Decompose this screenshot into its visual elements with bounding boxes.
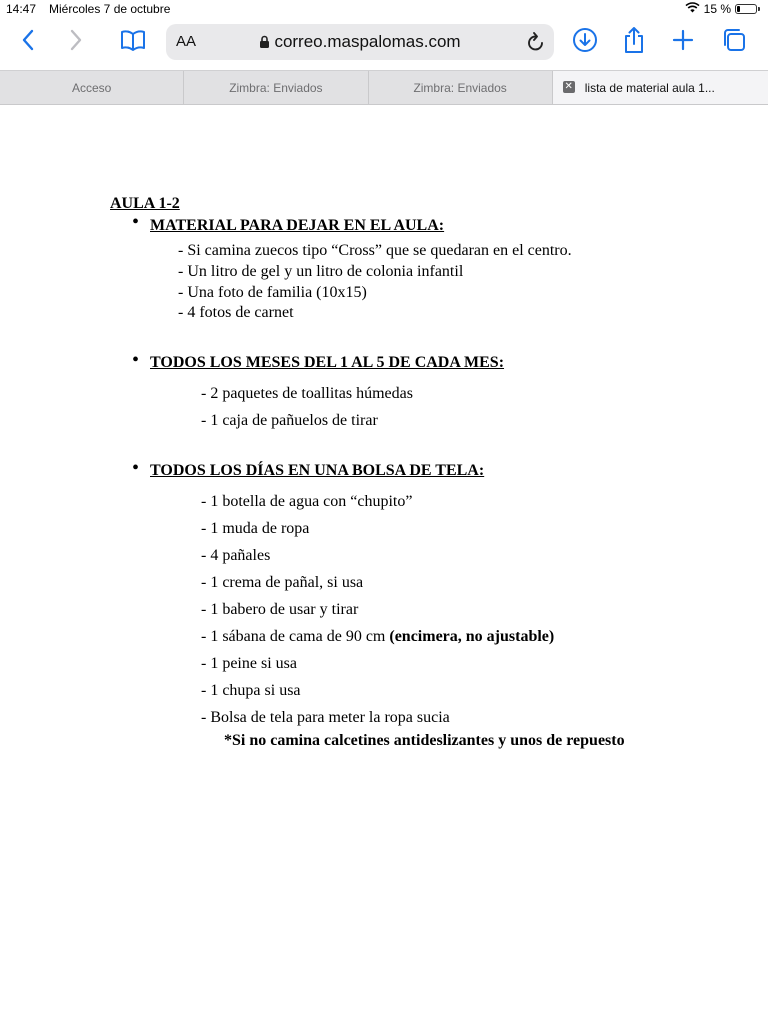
downloads-button[interactable] bbox=[569, 26, 601, 58]
document-heading: AULA 1-2 bbox=[110, 195, 180, 212]
tab-label: lista de material aula 1... bbox=[584, 80, 715, 95]
new-tab-button[interactable] bbox=[667, 26, 699, 58]
list-item: - 1 crema de pañal, si usa bbox=[201, 574, 364, 591]
share-icon bbox=[623, 26, 645, 59]
tabs-icon bbox=[721, 27, 747, 58]
battery-icon bbox=[735, 4, 757, 14]
plus-icon bbox=[672, 29, 694, 56]
tab-zimbra-enviados-1[interactable] bbox=[184, 71, 368, 104]
lock-icon bbox=[259, 34, 270, 54]
list-item: - 1 peine si usa bbox=[201, 655, 297, 672]
list-item: - 1 caja de pañuelos de tirar bbox=[201, 412, 378, 429]
list-item: - Una foto de familia (10x15) bbox=[178, 284, 367, 301]
list-item: - 4 fotos de carnet bbox=[178, 304, 294, 321]
status-date: Miércoles 7 de octubre bbox=[49, 2, 171, 16]
forward-button[interactable] bbox=[60, 26, 92, 58]
list-item: - 1 muda de ropa bbox=[201, 520, 310, 537]
section-title-material: MATERIAL PARA DEJAR EN EL AULA: bbox=[150, 217, 445, 234]
list-item bbox=[201, 628, 554, 646]
tab-zimbra-enviados-2[interactable] bbox=[369, 71, 553, 104]
list-item: - 1 babero de usar y tirar bbox=[201, 601, 359, 618]
section-title-meses: TODOS LOS MESES DEL 1 AL 5 DE CADA MES: bbox=[150, 354, 505, 371]
list-item: - Un litro de gel y un litro de colonia infantil bbox=[178, 263, 464, 280]
status-bar bbox=[0, 0, 768, 20]
tab-lista-material[interactable] bbox=[553, 71, 768, 104]
chevron-left-icon bbox=[21, 29, 35, 56]
tabs-overview-button[interactable] bbox=[718, 26, 750, 58]
section-title-dias: TODOS LOS DÍAS EN UNA BOLSA DE TELA: bbox=[150, 462, 485, 479]
share-button[interactable] bbox=[618, 26, 650, 58]
status-indicators bbox=[685, 2, 760, 16]
document-page bbox=[0, 104, 768, 1024]
bookmarks-button[interactable] bbox=[117, 26, 149, 58]
list-item-text: - 1 sábana de cama de 90 cm bbox=[201, 628, 390, 645]
text-size-button[interactable]: AA bbox=[176, 33, 197, 50]
bullet-icon: • bbox=[132, 349, 140, 371]
list-item: - Bolsa de tela para meter la ropa sucia bbox=[201, 709, 450, 726]
list-item: - 1 botella de agua con “chupito” bbox=[201, 493, 413, 510]
list-item: - 4 pañales bbox=[201, 547, 271, 564]
list-item: - Si camina zuecos tipo “Cross” que se quedaran en el centro. bbox=[178, 242, 572, 259]
battery-cap bbox=[758, 7, 760, 11]
book-icon bbox=[120, 29, 146, 56]
wifi-icon bbox=[685, 2, 700, 16]
url-text: correo.maspalomas.com bbox=[274, 32, 461, 51]
tab-bar bbox=[0, 70, 768, 105]
list-item: - 1 chupa si usa bbox=[201, 682, 301, 699]
tab-label: Zimbra: Enviados bbox=[229, 80, 323, 95]
chevron-right-icon bbox=[69, 29, 83, 56]
reload-icon bbox=[526, 40, 546, 57]
battery-percent: 15 % bbox=[703, 2, 731, 16]
reload-button[interactable] bbox=[526, 31, 546, 58]
browser-toolbar bbox=[0, 20, 768, 70]
bullet-icon: • bbox=[132, 457, 140, 479]
url-display[interactable] bbox=[166, 32, 554, 54]
close-tab-icon[interactable]: ✕ bbox=[564, 81, 573, 92]
address-bar[interactable] bbox=[166, 24, 554, 60]
tab-acceso[interactable] bbox=[0, 71, 184, 104]
back-button[interactable] bbox=[12, 26, 44, 58]
download-icon bbox=[572, 27, 598, 58]
bullet-icon: • bbox=[132, 211, 140, 233]
tab-label: Zimbra: Enviados bbox=[413, 80, 507, 95]
footnote: *Si no camina calcetines antideslizantes y unos de repuesto bbox=[224, 732, 625, 749]
list-item-bold-suffix: (encimera, no ajustable) bbox=[389, 628, 555, 645]
list-item: - 2 paquetes de toallitas húmedas bbox=[201, 385, 413, 402]
tab-label: Acceso bbox=[71, 80, 112, 95]
status-time: 14:47 bbox=[6, 2, 37, 16]
